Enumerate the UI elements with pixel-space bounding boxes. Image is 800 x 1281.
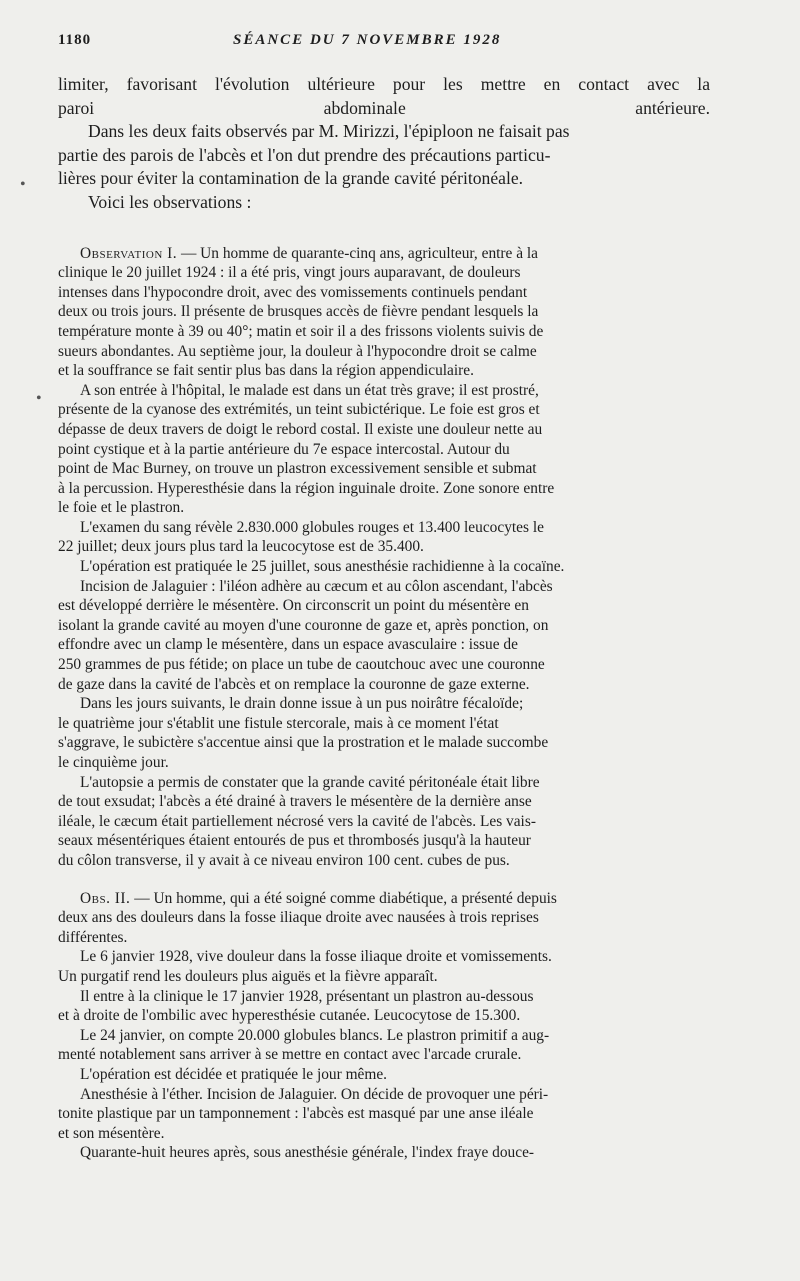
line: et à droite de l'ombilic avec hyperesthésie cutanée. Leucocytose de 15.300. [58, 1007, 521, 1025]
paragraph [58, 889, 710, 948]
observation-2 [58, 889, 710, 1163]
line: sueurs abondantes. Au septième jour, la douleur à l'hypocondre droit se calme [58, 342, 537, 360]
line: et son mésentère. [58, 1124, 165, 1142]
line: — Un homme, qui a été soigné comme diabétique, a présenté depuis [130, 889, 557, 907]
paragraph [58, 191, 710, 215]
line: Dans les jours suivants, le drain donne issue à un pus noirâtre fécaloïde; [80, 695, 524, 713]
paragraph [58, 987, 710, 1026]
line: de gaze dans la cavité de l'abcès et on remplace la couronne de gaze externe. [58, 675, 530, 693]
line: deux ou trois jours. Il présente de brusques accès de fièvre pendant lesquels la [58, 303, 539, 321]
paragraph [58, 577, 710, 695]
line: température monte à 39 ou 40°; matin et soir il a des frissons violents suivis de [58, 322, 544, 340]
observation-heading: Obs. II. [80, 889, 131, 907]
line: seaux mésentériques étaient entourés de pus et thrombosés jusqu'à la hauteur [58, 832, 531, 850]
line: dépasse de deux travers de doigt le rebord costal. Il existe une douleur nette au [58, 420, 543, 438]
running-head-title: SÉANCE DU 7 NOVEMBRE 1928 [233, 32, 502, 48]
line: Il entre à la clinique le 17 janvier 1928, présentant un plastron au-dessous [80, 987, 534, 1005]
page-number: 1180 [58, 32, 92, 48]
line: point cystique et à la partie antérieure du 7e espace intercostal. Autour du [58, 440, 510, 458]
line: 250 grammes de pus fétide; on place un tube de caoutchouc avec une couronne [58, 656, 545, 674]
paragraph [58, 1143, 710, 1163]
line: et la souffrance se fait sentir plus bas dans la région appendiculaire. [58, 362, 474, 380]
line: L'opération est pratiquée le 25 juillet, sous anesthésie rachidienne à la cocaïne. [80, 558, 565, 576]
margin-mark: • [36, 390, 42, 407]
line: menté notablement sans arriver à se mettre en contact avec l'arcade crurale. [58, 1046, 522, 1064]
running-header [58, 32, 710, 62]
line: clinique le 20 juillet 1924 : il a été pris, vingt jours auparavant, de douleurs [58, 264, 521, 282]
line: Quarante-huit heures après, sous anesthésie générale, l'index fraye douce- [80, 1144, 535, 1162]
line: le quatrième jour s'établit une fistule stercorale, mais à ce moment l'état [58, 714, 499, 732]
line: Un purgatif rend les douleurs plus aiguës et la fièvre apparaît. [58, 967, 438, 985]
paragraph [58, 947, 710, 986]
paragraph [58, 120, 710, 191]
page [58, 32, 710, 1163]
paragraph [58, 773, 710, 871]
observation-1 [58, 244, 710, 871]
line: Incision de Jalaguier : l'iléon adhère au cæcum et au côlon ascendant, l'abcès [80, 577, 553, 595]
paragraph [58, 557, 710, 577]
line: du côlon transverse, il y avait à ce niveau environ 100 cent. cubes de pus. [58, 851, 510, 869]
paragraph [58, 73, 710, 120]
observation-heading: Observation I. [80, 244, 178, 262]
line: lières pour éviter la contamination de la grande cavité péritonéale. [58, 168, 524, 189]
paragraph [58, 518, 710, 557]
line: tonite plastique par un tamponnement : l'abcès est masqué par une anse iléale [58, 1105, 534, 1123]
line: Le 6 janvier 1928, vive douleur dans la fosse iliaque droite et vomissements. [80, 948, 552, 966]
paragraph [58, 244, 710, 381]
line: Voici les observations : [88, 191, 252, 212]
line: L'opération est décidée et pratiquée le jour même. [80, 1065, 388, 1083]
line: s'aggrave, le subictère s'accentue ainsi que la prostration et le malade succombe [58, 734, 549, 752]
line: — Un homme de quarante-cinq ans, agriculteur, entre à la [177, 244, 539, 262]
line: effondre avec un clamp le mésentère, dans un espace avasculaire : issue de [58, 636, 518, 654]
paragraph [58, 1085, 710, 1144]
line: iléale, le cæcum était partiellement nécrosé vers la cavité de l'abcès. Les vais- [58, 812, 536, 830]
line: présente de la cyanose des extrémités, un teint subictérique. Le foie est gros et [58, 401, 540, 419]
line: est développé derrière le mésentère. On circonscrit un point du mésentère en [58, 597, 529, 615]
line: limiter, favorisant l'évolution ultérieure pour les mettre en contact avec la [58, 74, 710, 94]
line: paroi abdominale antérieure. [58, 97, 710, 118]
margin-mark: • [20, 176, 26, 193]
line: L'examen du sang révèle 2.830.000 globules rouges et 13.400 leucocytes le [80, 518, 544, 536]
line: de tout exsudat; l'abcès a été drainé à travers le mésentère de la dernière anse [58, 793, 532, 811]
paragraph [58, 1026, 710, 1065]
paragraph [58, 1065, 710, 1085]
intro-section [58, 73, 710, 215]
line: deux ans des douleurs dans la fosse iliaque droite avec nausées à trois reprises [58, 909, 539, 927]
line: différentes. [58, 928, 128, 946]
line: le cinquième jour. [58, 754, 169, 771]
line: intenses dans l'hypocondre droit, avec des vomissements continuels pendant [58, 283, 528, 301]
line: Anesthésie à l'éther. Incision de Jalaguier. On décide de provoquer une péri- [80, 1085, 549, 1103]
line: 22 juillet; deux jours plus tard la leucocytose est de 35.400. [58, 538, 424, 556]
line: isolant la grande cavité au moyen d'une couronne de gaze et, après ponction, on [58, 616, 549, 634]
paragraph [58, 694, 710, 772]
line: A son entrée à l'hôpital, le malade est dans un état très grave; il est prostré, [80, 381, 539, 399]
line: L'autopsie a permis de constater que la grande cavité péritonéale était libre [80, 773, 540, 791]
paragraph [58, 381, 710, 518]
line: point de Mac Burney, on trouve un plastron excessivement sensible et submat [58, 460, 537, 478]
line: partie des parois de l'abcès et l'on dut prendre des précautions particu- [58, 144, 551, 165]
line: Dans les deux faits observés par M. Mirizzi, l'épiploon ne faisait pas [88, 121, 570, 142]
line: Le 24 janvier, on compte 20.000 globules blancs. Le plastron primitif a aug- [80, 1026, 550, 1044]
line: à la percussion. Hyperesthésie dans la région inguinale droite. Zone sonore entre [58, 479, 555, 497]
line: le foie et le plastron. [58, 499, 185, 517]
